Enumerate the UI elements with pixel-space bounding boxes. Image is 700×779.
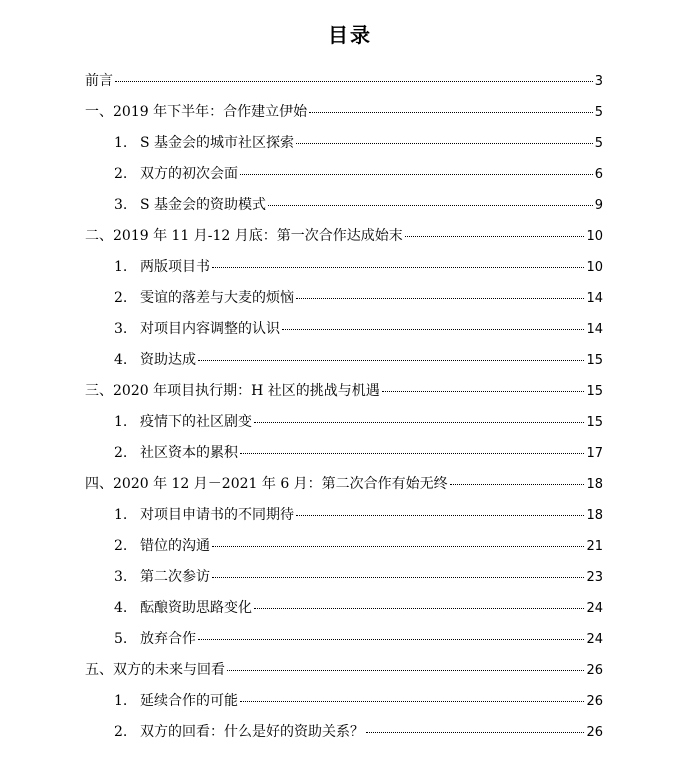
toc-entry-number: 3. (114, 569, 128, 585)
toc-entry-title: 社区资本的累积 (140, 445, 238, 461)
toc-page-number: 17 (586, 446, 603, 461)
toc-subsection-entry[interactable] (114, 504, 603, 526)
toc-dot-leader (309, 112, 593, 113)
toc-entry-title: 放弃合作 (140, 631, 196, 647)
toc-subsection-entry[interactable] (114, 442, 603, 464)
toc-entry-number: 1. (114, 135, 128, 151)
toc-page-number: 24 (586, 632, 603, 647)
toc-entry-number: 2. (114, 166, 128, 182)
toc-subsection-entry[interactable] (114, 411, 603, 433)
toc-entry-number: 2. (114, 538, 128, 554)
toc-entry-title: 一、2019 年下半年：合作建立伊始 (85, 104, 308, 120)
toc-dot-leader (296, 298, 584, 299)
toc-page-number: 24 (586, 601, 603, 616)
toc-page-number: 10 (586, 229, 603, 244)
toc-entry-title: 错位的沟通 (140, 538, 210, 554)
toc-page-number: 3 (594, 74, 603, 89)
toc-subsection-entry[interactable] (114, 628, 603, 650)
toc-page-number: 18 (586, 508, 603, 523)
toc-page-number: 10 (586, 260, 603, 275)
toc-entry-number: 3. (114, 321, 128, 337)
toc-section-entry[interactable] (85, 225, 603, 247)
toc-entry-number: 1. (114, 693, 128, 709)
toc-entry-title: 四、2020 年 12 月－2021 年 6 月：第二次合作有始无终 (85, 476, 448, 492)
toc-entry-number: 1. (114, 507, 128, 523)
toc-dot-leader (212, 546, 584, 547)
page-title: 目录 (328, 23, 372, 47)
toc-section-entry[interactable] (85, 101, 603, 123)
toc-page-number: 26 (586, 725, 603, 740)
toc-page-number: 18 (586, 477, 603, 492)
toc-entry-title: 对项目内容调整的认识 (140, 321, 280, 337)
toc-dot-leader (282, 329, 584, 330)
toc-entry-number: 3. (114, 197, 128, 213)
toc-page-number: 9 (594, 198, 603, 213)
toc-entry-number: 1. (114, 259, 128, 275)
toc-page-number: 15 (586, 384, 603, 399)
toc-page-number: 21 (586, 539, 603, 554)
toc-subsection-entry[interactable] (114, 721, 603, 743)
toc-subsection-entry[interactable] (114, 194, 603, 216)
toc-page-number: 5 (594, 136, 603, 151)
toc-entry-number: 2. (114, 724, 128, 740)
toc-dot-leader (227, 670, 584, 671)
toc-page-number: 26 (586, 694, 603, 709)
toc-entry-title: 酝酿资助思路变化 (140, 600, 252, 616)
toc-entry-title: 对项目申请书的不同期待 (140, 507, 294, 523)
toc-dot-leader (115, 81, 593, 82)
toc-entry-title: 第二次参访 (140, 569, 210, 585)
toc-subsection-entry[interactable] (114, 163, 603, 185)
toc-entry-title: 两版项目书 (140, 259, 210, 275)
toc-subsection-entry[interactable] (114, 597, 603, 619)
toc-page-number: 23 (586, 570, 603, 585)
toc-dot-leader (212, 577, 584, 578)
toc-dot-leader (296, 515, 584, 516)
toc-entry-title: 雯谊的落差与大麦的烦恼 (140, 290, 294, 306)
toc-dot-leader (296, 143, 593, 144)
toc-entry-title: 双方的回看：什么是好的资助关系？ (140, 724, 364, 740)
toc-entry-number: 5. (114, 631, 128, 647)
toc-entry-number: 2. (114, 445, 128, 461)
toc-entry-number: 4. (114, 352, 128, 368)
toc-dot-leader (450, 484, 585, 485)
toc-entry-title: S 基金会的城市社区探索 (140, 135, 295, 151)
toc-page-number: 5 (594, 105, 603, 120)
toc-page-number: 15 (586, 353, 603, 368)
toc-subsection-entry[interactable] (114, 256, 603, 278)
toc-dot-leader (240, 453, 584, 454)
toc-dot-leader (198, 360, 584, 361)
toc-entry-title: S 基金会的资助模式 (140, 197, 267, 213)
toc-subsection-entry[interactable] (114, 349, 603, 371)
toc-entry-number: 2. (114, 290, 128, 306)
toc-subsection-entry[interactable] (114, 318, 603, 340)
toc-entry-title: 资助达成 (140, 352, 196, 368)
toc-entry-title: 疫情下的社区剧变 (140, 414, 252, 430)
toc-dot-leader (212, 267, 584, 268)
toc-section-entry[interactable] (85, 380, 603, 402)
toc-entry-number: 4. (114, 600, 128, 616)
toc-page-number: 26 (586, 663, 603, 678)
toc-dot-leader (254, 608, 584, 609)
toc-dot-leader (240, 174, 593, 175)
toc-dot-leader (254, 422, 584, 423)
toc-entry-title: 延续合作的可能 (140, 693, 238, 709)
toc-subsection-entry[interactable] (114, 535, 603, 557)
toc-entry-title: 前言 (85, 73, 113, 89)
toc-dot-leader (382, 391, 585, 392)
toc-page-number: 15 (586, 415, 603, 430)
toc-page-number: 14 (586, 322, 603, 337)
toc-section-entry[interactable] (85, 473, 603, 495)
toc-dot-leader (268, 205, 593, 206)
toc-entry-title: 二、2019 年 11 月-12 月底：第一次合作达成始末 (85, 228, 403, 244)
toc-section-entry[interactable] (85, 70, 603, 92)
toc-dot-leader (405, 236, 585, 237)
toc-dot-leader (366, 732, 584, 733)
toc-entry-number: 1. (114, 414, 128, 430)
toc-page-number: 14 (586, 291, 603, 306)
toc-page-number: 6 (594, 167, 603, 182)
toc-subsection-entry[interactable] (114, 690, 603, 712)
toc-subsection-entry[interactable] (114, 566, 603, 588)
toc-entry-title: 三、2020 年项目执行期：H 社区的挑战与机遇 (85, 383, 380, 399)
toc-dot-leader (240, 701, 584, 702)
toc-subsection-entry[interactable] (114, 287, 603, 309)
toc-entry-title: 五、双方的未来与回看 (85, 662, 225, 678)
toc-subsection-entry[interactable] (114, 132, 603, 154)
toc-dot-leader (198, 639, 584, 640)
toc-entry-title: 双方的初次会面 (140, 166, 238, 182)
toc-section-entry[interactable] (85, 659, 603, 681)
